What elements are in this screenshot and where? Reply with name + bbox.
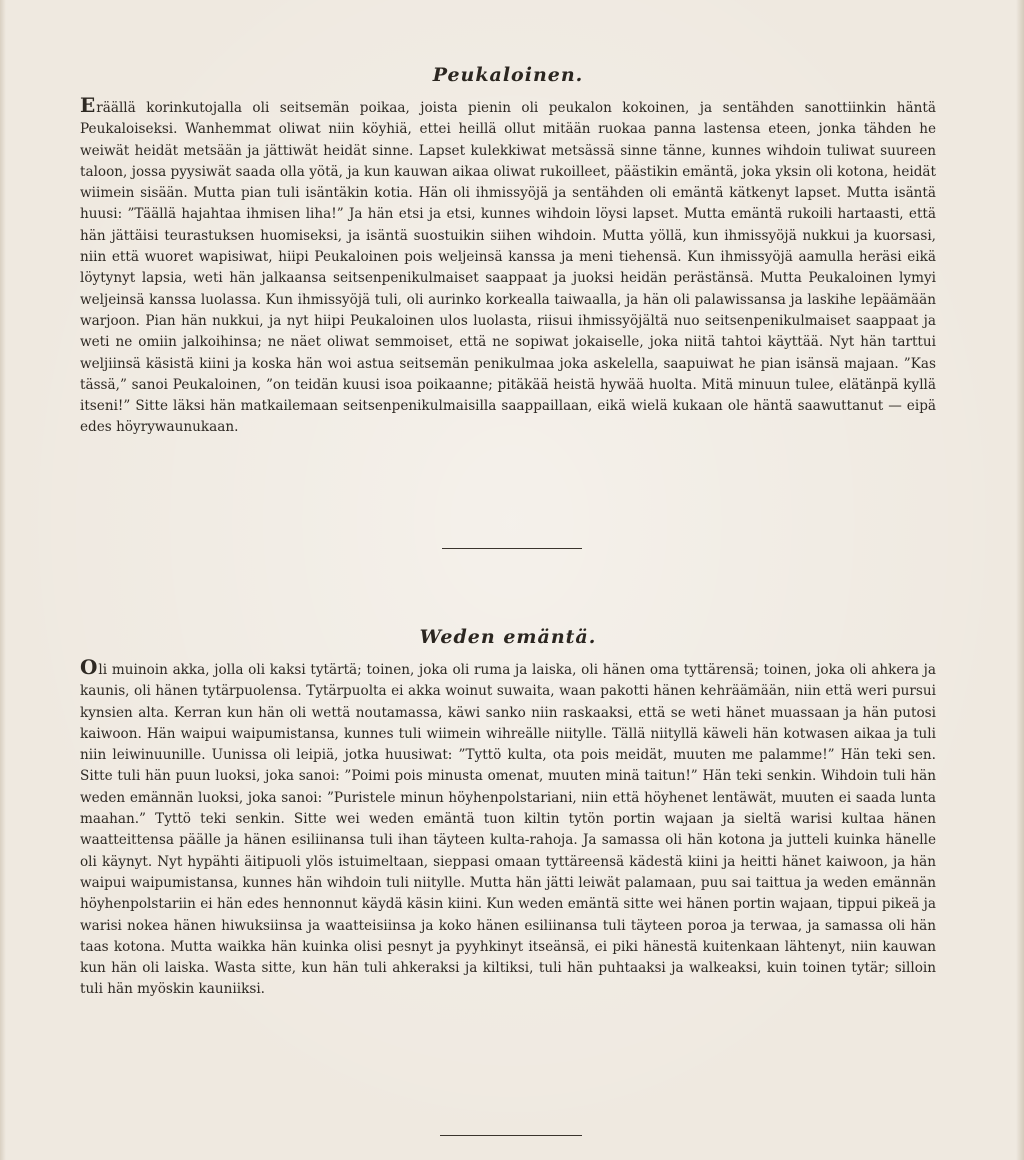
drop-initial: E — [80, 93, 96, 117]
drop-initial: O — [80, 655, 98, 679]
story-weden-emanta — [80, 622, 936, 1001]
section-divider — [440, 1135, 582, 1136]
story-text: räällä korinkutojalla oli seitsemän poikaa, joista pienin oli peukalon kokoinen, ja sentähden sanottiinkin häntä Peukaloiseksi. Wanhemmat oliwat niin köyhiä, ettei heillä ollut mitään ruokaa panna lastensa eteen, jonka tähden he weiwät heidät metsään ja jättiwät heidät sinne. Lapset kulekkiwat metsässä sinne tänne, kunnes wihdoin tuliwat suureen taloon, jossa pyysiwät saada olla yötä, ja kun kauwan aikaa oliwat rukoilleet, päästikin emäntä, joka yksin oli kotona, heidät wiimein sisään. Mutta pian tuli isäntäkin kotia. Hän oli ihmissyöjä ja sentähden oli emäntä kätkenyt lapset. Mutta isäntä huusi: ”Täällä hajahtaa ihmisen liha!” Ja hän etsi ja etsi, kunnes wihdoin löysi lapset. Mutta emäntä rukoili hartaasti, että hän jättäisi teurastuksen huomiseksi, ja isäntä suostuikin siihen wihdoin. Mutta yöllä, kun ihmissyöjä nukkui ja kuorsasi, niin että wuoret wapisiwat, hiipi Peukaloinen pois weljeinsä kanssa ja meni tiehensä. Kun ihmissyöjä aamulla heräsi eikä löytynyt lapsia, weti hän jalkaansa seitsenpenikulmaiset saappaat ja juoksi heidän perästänsä. Mutta Peukaloinen lymyi weljeinsä kanssa luolassa. Kun ihmissyöjä tuli, oli aurinko korkealla taiwaalla, ja hän oli palawissansa ja laskihe lepäämään warjoon. Pian hän nukkui, ja nyt hiipi Peukaloinen ulos luolasta, riisui ihmissyöjältä nuo seitsenpenikulmaiset saappaat ja weti ne omiin jalkoihinsa; ne näet oliwat semmoiset, että ne sopiwat jokaiselle, joka niitä tahtoi käyttää. Nyt hän tarttui weljiinsä käsistä kiini ja koska hän woi astua seitsemän penikulmaa joka askelella, saapuiwat he pian isänsä majaan. ”Kas tässä,” sanoi Peukaloinen, ”on teidän kuusi isoa poikaanne; pitäkää heistä hywää huolta. Mitä minuun tulee, elätänpä kyllä itseni!” Sitte läksi hän matkailemaan seitsenpenikulmaisilla saappaillaan, eikä wielä kukaan ole häntä saawuttanut — eipä edes höyrywaunukaan. — [80, 100, 936, 436]
story-body — [80, 655, 936, 1001]
story-title: Peukaloinen. — [432, 64, 584, 86]
story-text: li muinoin akka, jolla oli kaksi tytärtä; toinen, joka oli ruma ja laiska, oli hänen oma tyttärensä; toinen, joka oli ahkera ja kaunis, oli hänen tytärpuolensa. Tytärpuolta ei akka woinut suwaita, waan pakotti hänen kehräämään, niin että weri pursui kynsien alta. Kerran kun hän oli wettä noutamassa, käwi sanko niin raskaaksi, että se weti hänet muassaan ja hän putosi kaiwoon. Hän waipui waipumistansa, kunnes tuli wiimein wihreälle niitylle. Tällä niityllä käweli hän kotwasen aikaa ja tuli niin leiwinuunille. Uunissa oli leipiä, jotka huusiwat: ”Tyttö kulta, ota pois meidät, muuten me palamme!” Hän teki sen. Sitte tuli hän puun luoksi, joka sanoi: ”Poimi pois minusta omenat, muuten minä taitun!” Hän teki senkin. Wihdoin tuli hän weden emännän luoksi, joka sanoi: ”Puristele minun höyhenpolstariani, niin että höyhenet lentäwät, muuten ei saada lunta maahan.” Tyttö teki senkin. Sitte wei weden emäntä tuon kiltin tytön portin wajaan ja sieltä warisi kultaa hänen waatteittensa päälle ja hänen esiliinansa tuli ihan täyteen kulta-rahoja. Ja samassa oli hän kotona ja jutteli kuinka hänelle oli käynyt. Nyt hypähti äitipuoli ylös istuimeltaan, sieppasi omaan tyttäreensä kädestä kiini ja heitti hänet kaiwoon, ja hän waipui waipumistansa, kunnes hän wihdoin tuli niitylle. Mutta hän jätti leiwät palamaan, puu sai taittua ja weden emännän höyhenpolstariin ei hän edes hennonnut käydä käsin kiini. Kun weden emäntä sitte wei hänen portin wajaan, tippui pikeä ja warisi nokea hänen hiwuksiinsa ja waatteisiinsa ja koko hänen esiliinansa tuli täyteen poroa ja terwaa, ja samassa oli hän taas kotona. Mutta waikka hän kuinka olisi pesnyt ja pyyhkinyt itseänsä, ei piki hänestä kuitenkaan lähtenyt, niin kauwan kun hän oli laiska. Wasta sitte, kun hän tuli ahkeraksi ja kiltiksi, tuli hän puhtaaksi ja walkeaksi, kuin toinen tytär; silloin tuli hän myöskin kauniiksi. — [80, 662, 936, 998]
story-body — [80, 93, 936, 439]
page-edge-right — [1016, 0, 1024, 1160]
story-peukaloinen — [80, 60, 936, 439]
page-edge-left — [0, 0, 6, 1160]
section-divider — [442, 548, 582, 549]
story-title: Weden emäntä. — [419, 626, 597, 648]
